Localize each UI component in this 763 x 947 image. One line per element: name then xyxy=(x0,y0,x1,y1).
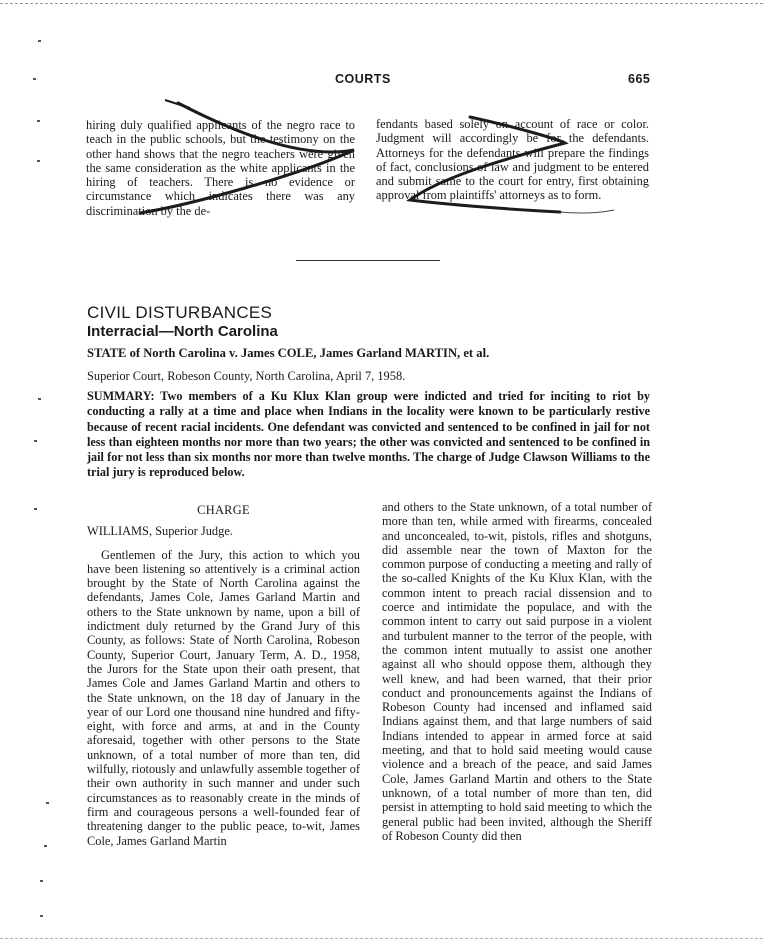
section-title: CIVIL DISTURBANCES xyxy=(87,303,273,322)
court-line: Superior Court, Robeson County, North Carolina, April 7, 1958. xyxy=(87,369,406,383)
margin-mark xyxy=(46,802,49,804)
charge-left-text: Gentlemen of the Jury, this action to which you have been listening so attentively is a criminal action brought by the State of North Carolina against the defendants, James Cole, James Garland Martin and others to the State unknown by name, upon a bill of indictment duly returned by the Grand Jury of this County, as follows: State of North Carolina, Robeson County, Superior Court, January Term, A. D., 1958, the Jurors for the State upon their oath present, that James Cole and James Garland Martin and others to the State unknown, on the 18 day of January in the year of our Lord one thousand nine hundred and fifty-eight, with force and arms, at and in the County aforesaid, together with other persons to the State unknown, of a total number of more than ten, did wilfully, riotously and unlawfully assemble together of their own authority in such manner and under such circumstances as to reasonably create in the minds of firm and courageous persons a well-founded fear of threatening danger to the public peace, to-wit, James Cole, James Garland Martin xyxy=(87,547,360,848)
running-head-title: COURTS xyxy=(335,72,391,86)
margin-mark xyxy=(40,915,43,917)
top-fragment-right-text: fendants based solely on account of race or color. Judgment will accordingly be for the defendants. Attorneys for the defendants will prepare the findings of fact, conclusions of law and judgment to be entered and submit same to the court for entry, first obtaining approval from plaintiffs' attorneys as to form. xyxy=(376,117,649,203)
page-number: 665 xyxy=(628,72,651,86)
bottom-border xyxy=(0,938,763,939)
margin-mark xyxy=(37,120,40,122)
charge-right-text: and others to the State unknown, of a total number of more than ten, while armed with firearms, concealed and unconcealed, to-wit, pistols, rifles and shotguns, did assemble near the town of Maxton for the common purpose of conducting a meeting and rally of the so-called Knights of the Ku Klux Klan, with the common intent to preach racial dissension and to coerce and intimidate the populace, and with the common intent to carry out said purpose in a violent and turbulent manner to the terror of the people, with the common intent mutually to assist one another against all who should oppose them, although they well knew, and had been warned, that their prior conduct and pronouncements against the Indians of Robeson County had incensed and inflamed said Indians against them, and that large numbers of said Indians intended to appear in armed force at said meeting, and that to hold said meeting would cause violence and a breach of the peace, and said James Cole, James Garland Martin and others to the State unknown, of a total number of more than ten, did persist in attempting to hold said meeting to which the general public had been invited, although the Sheriff of Robeson County did then xyxy=(382,500,652,843)
margin-mark xyxy=(34,508,37,510)
margin-mark xyxy=(44,845,47,847)
margin-mark xyxy=(40,880,43,882)
top-border xyxy=(0,3,763,4)
margin-mark xyxy=(38,40,41,42)
case-caption: STATE of North Carolina v. James COLE, James Garland MARTIN, et al. xyxy=(87,346,490,360)
strike-tail xyxy=(560,210,614,213)
case-summary: SUMMARY: Two members of a Ku Klux Klan group were indicted and tried for inciting to riot by conducting a rally at a time and place when Indians in the locality were known to be particularly restive because of recent racial incidents. One defendant was convicted and sentenced to be confined in jail for not less than eighteen months nor more than two years; the other was convicted and sentenced to be confined in jail for not less than six months nor more than twelve months. The charge of Judge Clawson Williams to the trial jury is reproduced below. xyxy=(87,389,650,480)
section-divider xyxy=(296,260,440,261)
top-fragment-left-column xyxy=(86,118,355,218)
charge-right-column xyxy=(382,500,652,843)
top-fragment-left-text: hiring duly qualified applicants of the negro race to teach in the public schools, but the testimony on the other hand shows that the negro teachers were given the same consideration as the white applicants in the hiring of teachers. There is no evidence or circumstance which indicates there was any discrimination by the de- xyxy=(86,118,355,218)
margin-mark xyxy=(34,440,37,442)
margin-mark xyxy=(38,398,41,400)
section-subtitle: Interracial—North Carolina xyxy=(87,323,278,340)
top-fragment-right-column xyxy=(376,117,649,203)
margin-mark xyxy=(37,160,40,162)
charge-heading: CHARGE xyxy=(197,503,250,517)
charge-left-column xyxy=(87,503,360,848)
judge-line: WILLIAMS, Superior Judge. xyxy=(87,524,233,539)
margin-mark xyxy=(33,78,36,80)
strike-tick xyxy=(165,100,190,108)
